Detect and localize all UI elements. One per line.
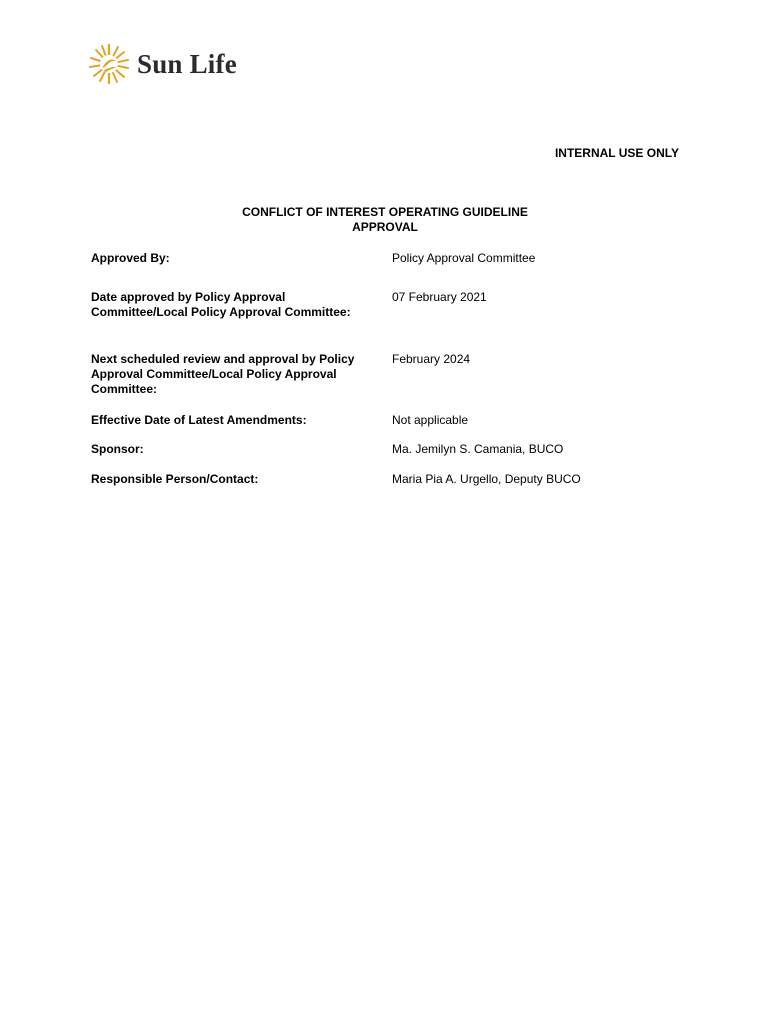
next-review-value: February 2024 [392,352,471,366]
date-approved-value: 07 February 2021 [392,290,487,304]
approved-by-label: Approved By: [91,251,170,265]
sponsor-label: Sponsor: [91,442,144,456]
classification-label: INTERNAL USE ONLY [554,146,679,160]
logo-wordmark: Sun Life [137,48,237,79]
document-title-line-2: APPROVAL [352,220,418,234]
date-approved-label: Date approved by Policy Approval Committee/Local Policy Approval Committee: [91,290,351,319]
responsible-person-label: Responsible Person/Contact: [91,472,259,486]
next-review-label: Next scheduled review and approval by Policy Approval Committee/Local Policy Approval Committee: [91,352,355,396]
document-title-line-1: CONFLICT OF INTEREST OPERATING GUIDELINE [242,205,528,219]
sun-icon [89,44,129,84]
document-title [0,205,770,235]
responsible-person-value: Maria Pia A. Urgello, Deputy BUCO [392,472,581,486]
company-logo [89,44,237,84]
effective-date-value: Not applicable [392,413,469,427]
effective-date-label: Effective Date of Latest Amendments: [91,413,307,427]
approved-by-value: Policy Approval Committee [392,251,536,265]
sponsor-value: Ma. Jemilyn S. Camania, BUCO [392,442,564,456]
